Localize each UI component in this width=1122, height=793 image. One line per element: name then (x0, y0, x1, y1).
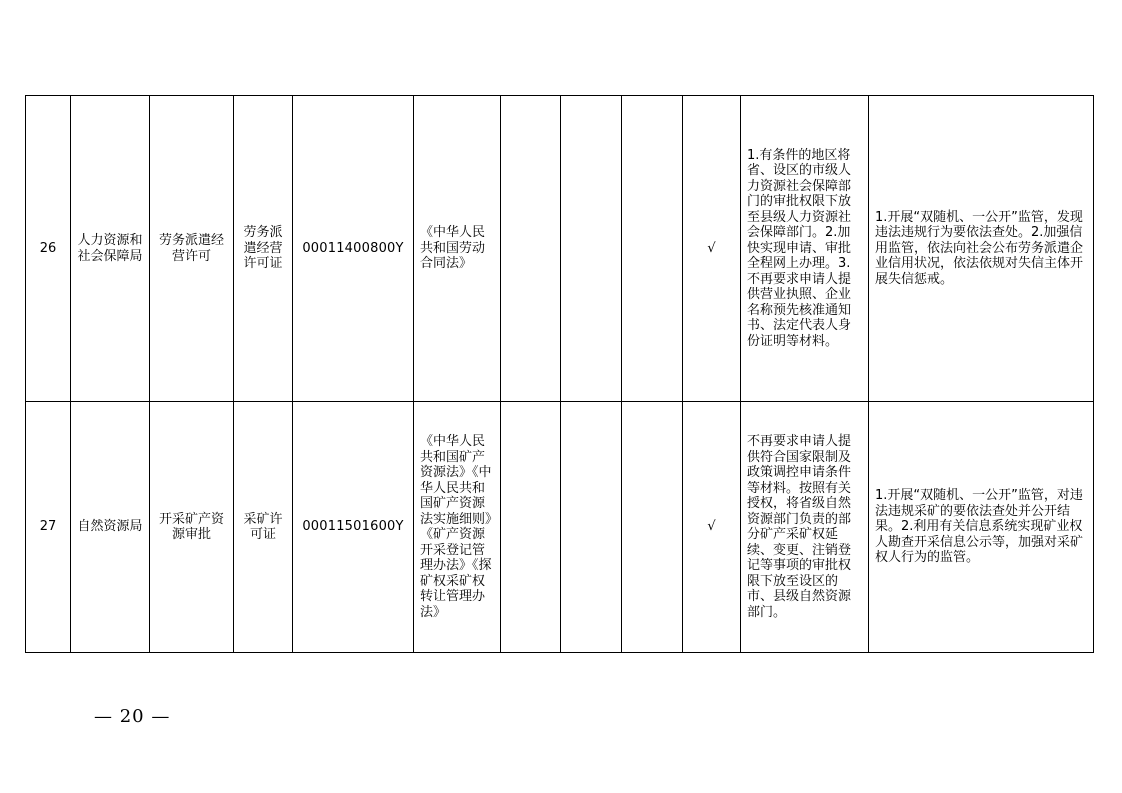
certificate-cell: 采矿许可证 (234, 402, 293, 653)
reform-measures-cell: 不再要求申请人提供符合国家限制及政策调控申请条件等材料。按照有关授权，将省级自然资源部门负责的部分矿产采矿权延续、变更、注销登记等事项的审批权限下放至设区的市、县级自然资源部门。 (741, 402, 869, 653)
check-mark-cell: √ (683, 96, 741, 402)
empty-cell (622, 96, 683, 402)
legal-basis-cell: 《中华人民共和国劳动合同法》 (414, 96, 501, 402)
department-cell: 人力资源和社会保障局 (71, 96, 150, 402)
items-table (25, 95, 1094, 653)
supervision-measures-cell: 1.开展“双随机、一公开”监管，发现违法违规行为要依法查处。2.加强信用监管，依法向社会公布劳务派遣企业信用状况，依法依规对失信主体开展失信惩戒。 (869, 96, 1094, 402)
certificate-cell: 劳务派遣经营许可证 (234, 96, 293, 402)
item-name-cell: 劳务派遣经营许可 (150, 96, 234, 402)
table-row (26, 402, 1094, 653)
department-cell: 自然资源局 (71, 402, 150, 653)
item-name-cell: 开采矿产资源审批 (150, 402, 234, 653)
empty-cell (622, 402, 683, 653)
item-code-cell: 00011501600Y (293, 402, 414, 653)
empty-cell (561, 402, 622, 653)
legal-basis-cell: 《中华人民共和国矿产资源法》《中华人民共和国矿产资源法实施细则》《矿产资源开采登记管理办法》《探矿权采矿权转让管理办法》 (414, 402, 501, 653)
reform-measures-cell: 1.有条件的地区将省、设区的市级人力资源社会保障部门的审批权限下放至县级人力资源社会保障部门。2.加快实现申请、审批全程网上办理。3.不再要求申请人提供营业执照、企业名称预先核准通知书、法定代表人身份证明等材料。 (741, 96, 869, 402)
page-number: — 20 — (94, 706, 171, 727)
row-number: 27 (26, 402, 71, 653)
empty-cell (561, 96, 622, 402)
item-code-cell: 00011400800Y (293, 96, 414, 402)
table-row (26, 96, 1094, 402)
empty-cell (501, 402, 561, 653)
empty-cell (501, 96, 561, 402)
supervision-measures-cell: 1.开展“双随机、一公开”监管，对违法违规采矿的要依法查处并公开结果。2.利用有关信息系统实现矿业权人勘查开采信息公示等，加强对采矿权人行为的监管。 (869, 402, 1094, 653)
row-number: 26 (26, 96, 71, 402)
check-mark-cell: √ (683, 402, 741, 653)
